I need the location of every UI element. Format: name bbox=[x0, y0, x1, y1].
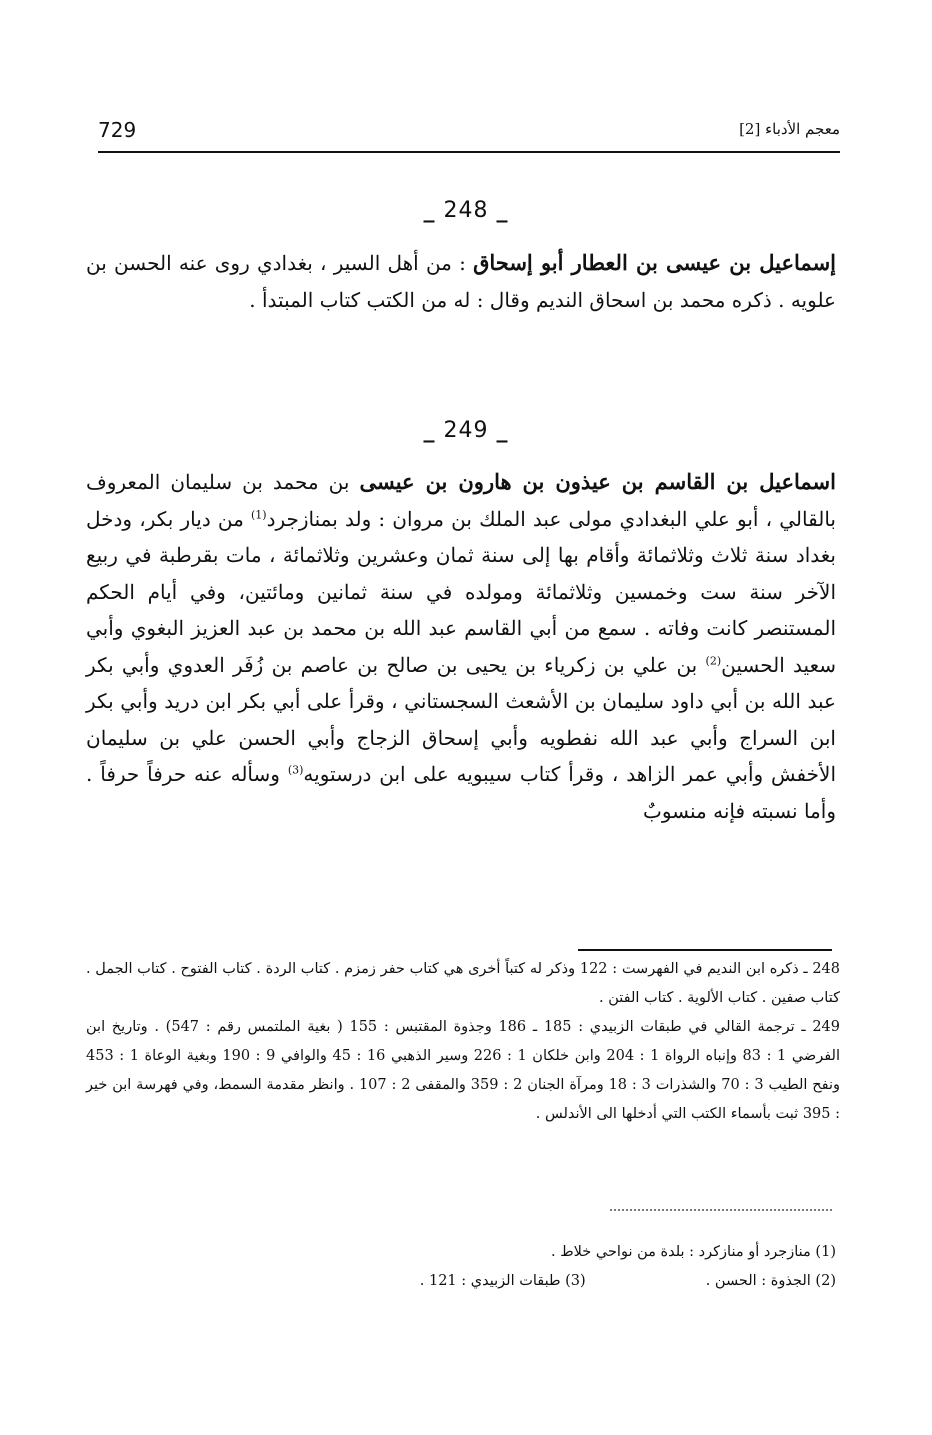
note-2: (2) الجذوة : الحسن . bbox=[705, 1273, 836, 1289]
entry-249-name: اسماعيل بن القاسم بن عيذون بن هارون بن عيسى bbox=[359, 469, 836, 494]
note-3: (3) طبقات الزبيدي : 121 . bbox=[419, 1273, 586, 1289]
footnote-249: 249 ـ ترجمة القالي في طبقات الزبيدي : 185 ـ 186 وجذوة المقتبس : 155 ( بغية الملتمس رقم : 547) . وتاريخ ابن الفرضي 1 : 83 وإنباه الرواة 1 : 204 وابن خلكان 1 : 226 وسير الذهبي 16 : 45 والوافي 9 : 190 وبغية الوعاة 1 : 453 ونفح الطيب 3 : 70 والشذرات 3 : 18 ومرآة الجنان 2 : 359 والمقفى 2 : 107 . وانظر مقدمة السمط، وفي فهرسة ابن خير : 395 ثبت بأسماء الكتب التي أدخلها الى الأندلس . bbox=[86, 1019, 841, 1122]
footnote-248: 248 ـ ذكره ابن النديم في الفهرست : 122 وذكر له كتباً أخرى هي كتاب حفر زمزم . كتاب الردة . كتاب الفتوح . كتاب الجمل . كتاب صفين . كتاب الألوية . كتاب الفتن . bbox=[86, 961, 840, 1006]
page-number: 729 bbox=[98, 118, 137, 142]
notes-separator bbox=[610, 1209, 832, 1211]
entry-249-text-3: بن علي بن زكرياء بن يحيى بن صالح بن عاصم بن زُفَر العدوي وأبي بكر عبد الله بن أبي داود سليمان بن الأشعث السجستاني ، وقرأ على أبي بكر ابن دريد وأبي بكر ابن السراج وأبي عبد الله نفطويه وأبي إسحاق الزجاج وأبي الحسن علي بن سليمان الأخفش وأبي عمر الزاهد ، وقرأ كتاب سيبويه على ابن درستويه bbox=[86, 652, 836, 786]
notes-row-2 bbox=[200, 1267, 836, 1296]
entry-248-text: : من أهل السير ، بغدادي روى عنه الحسن بن علويه . ذكره محمد بن اسحاق النديم وقال : له من الكتب كتاب المبتدأ . bbox=[86, 251, 836, 312]
sources-footnotes bbox=[86, 955, 840, 1129]
entry-248-paragraph bbox=[86, 245, 836, 318]
editor-notes bbox=[200, 1238, 836, 1296]
dash-right: _ bbox=[496, 418, 509, 443]
entry-number-248 bbox=[0, 198, 932, 223]
entry-248-name: إسماعيل بن عيسى بن العطار أبو إسحاق bbox=[473, 250, 836, 275]
footnote-separator bbox=[578, 949, 832, 951]
entry-number-249 bbox=[0, 418, 932, 443]
footnote-ref-2: (2) bbox=[705, 653, 722, 667]
entry-249-text-2: من ديار بكر، ودخل بغداد سنة ثلاث وثلاثمائة وأقام بها إلى سنة ثمان وعشرين وثلاثمائة ، مات بقرطبة في ربيع الآخر سنة ست وخمسين وثلاثمائة ومولده في سنة ثمانين ومائتين، وفي أيام الحكم المستنصر كانت وفاته . سمع من أبي القاسم عبد الله بن محمد بن عبد العزيز البغوي وأبي سعيد الحسين bbox=[86, 506, 836, 677]
note-1: (1) منازجرد أو منازكرد : بلدة من نواحي خلاط . bbox=[551, 1244, 836, 1260]
dash-left: _ bbox=[423, 418, 436, 443]
dash-left: _ bbox=[423, 198, 436, 223]
footnote-ref-1: (1) bbox=[251, 507, 267, 521]
header-rule bbox=[98, 151, 840, 153]
entry-249-text-1: بن محمد بن سليمان المعروف بالقالي ، أبو علي البغدادي مولى عبد الملك بن مروان : ولد بمنازجرد bbox=[86, 470, 836, 531]
entry-249-paragraph bbox=[86, 464, 836, 829]
entry-249-text-4: وسأله عنه حرفاً حرفاً . وأما نسبته فإنه منسوبٌ bbox=[86, 762, 836, 823]
entry-number-text: 249 bbox=[443, 418, 489, 443]
notes-row-1 bbox=[200, 1238, 836, 1267]
entry-number-text: 248 bbox=[443, 198, 489, 223]
footnote-ref-3: (3) bbox=[287, 763, 304, 777]
dash-right: _ bbox=[496, 198, 509, 223]
running-head: معجم الأدباء [2] bbox=[739, 120, 840, 138]
